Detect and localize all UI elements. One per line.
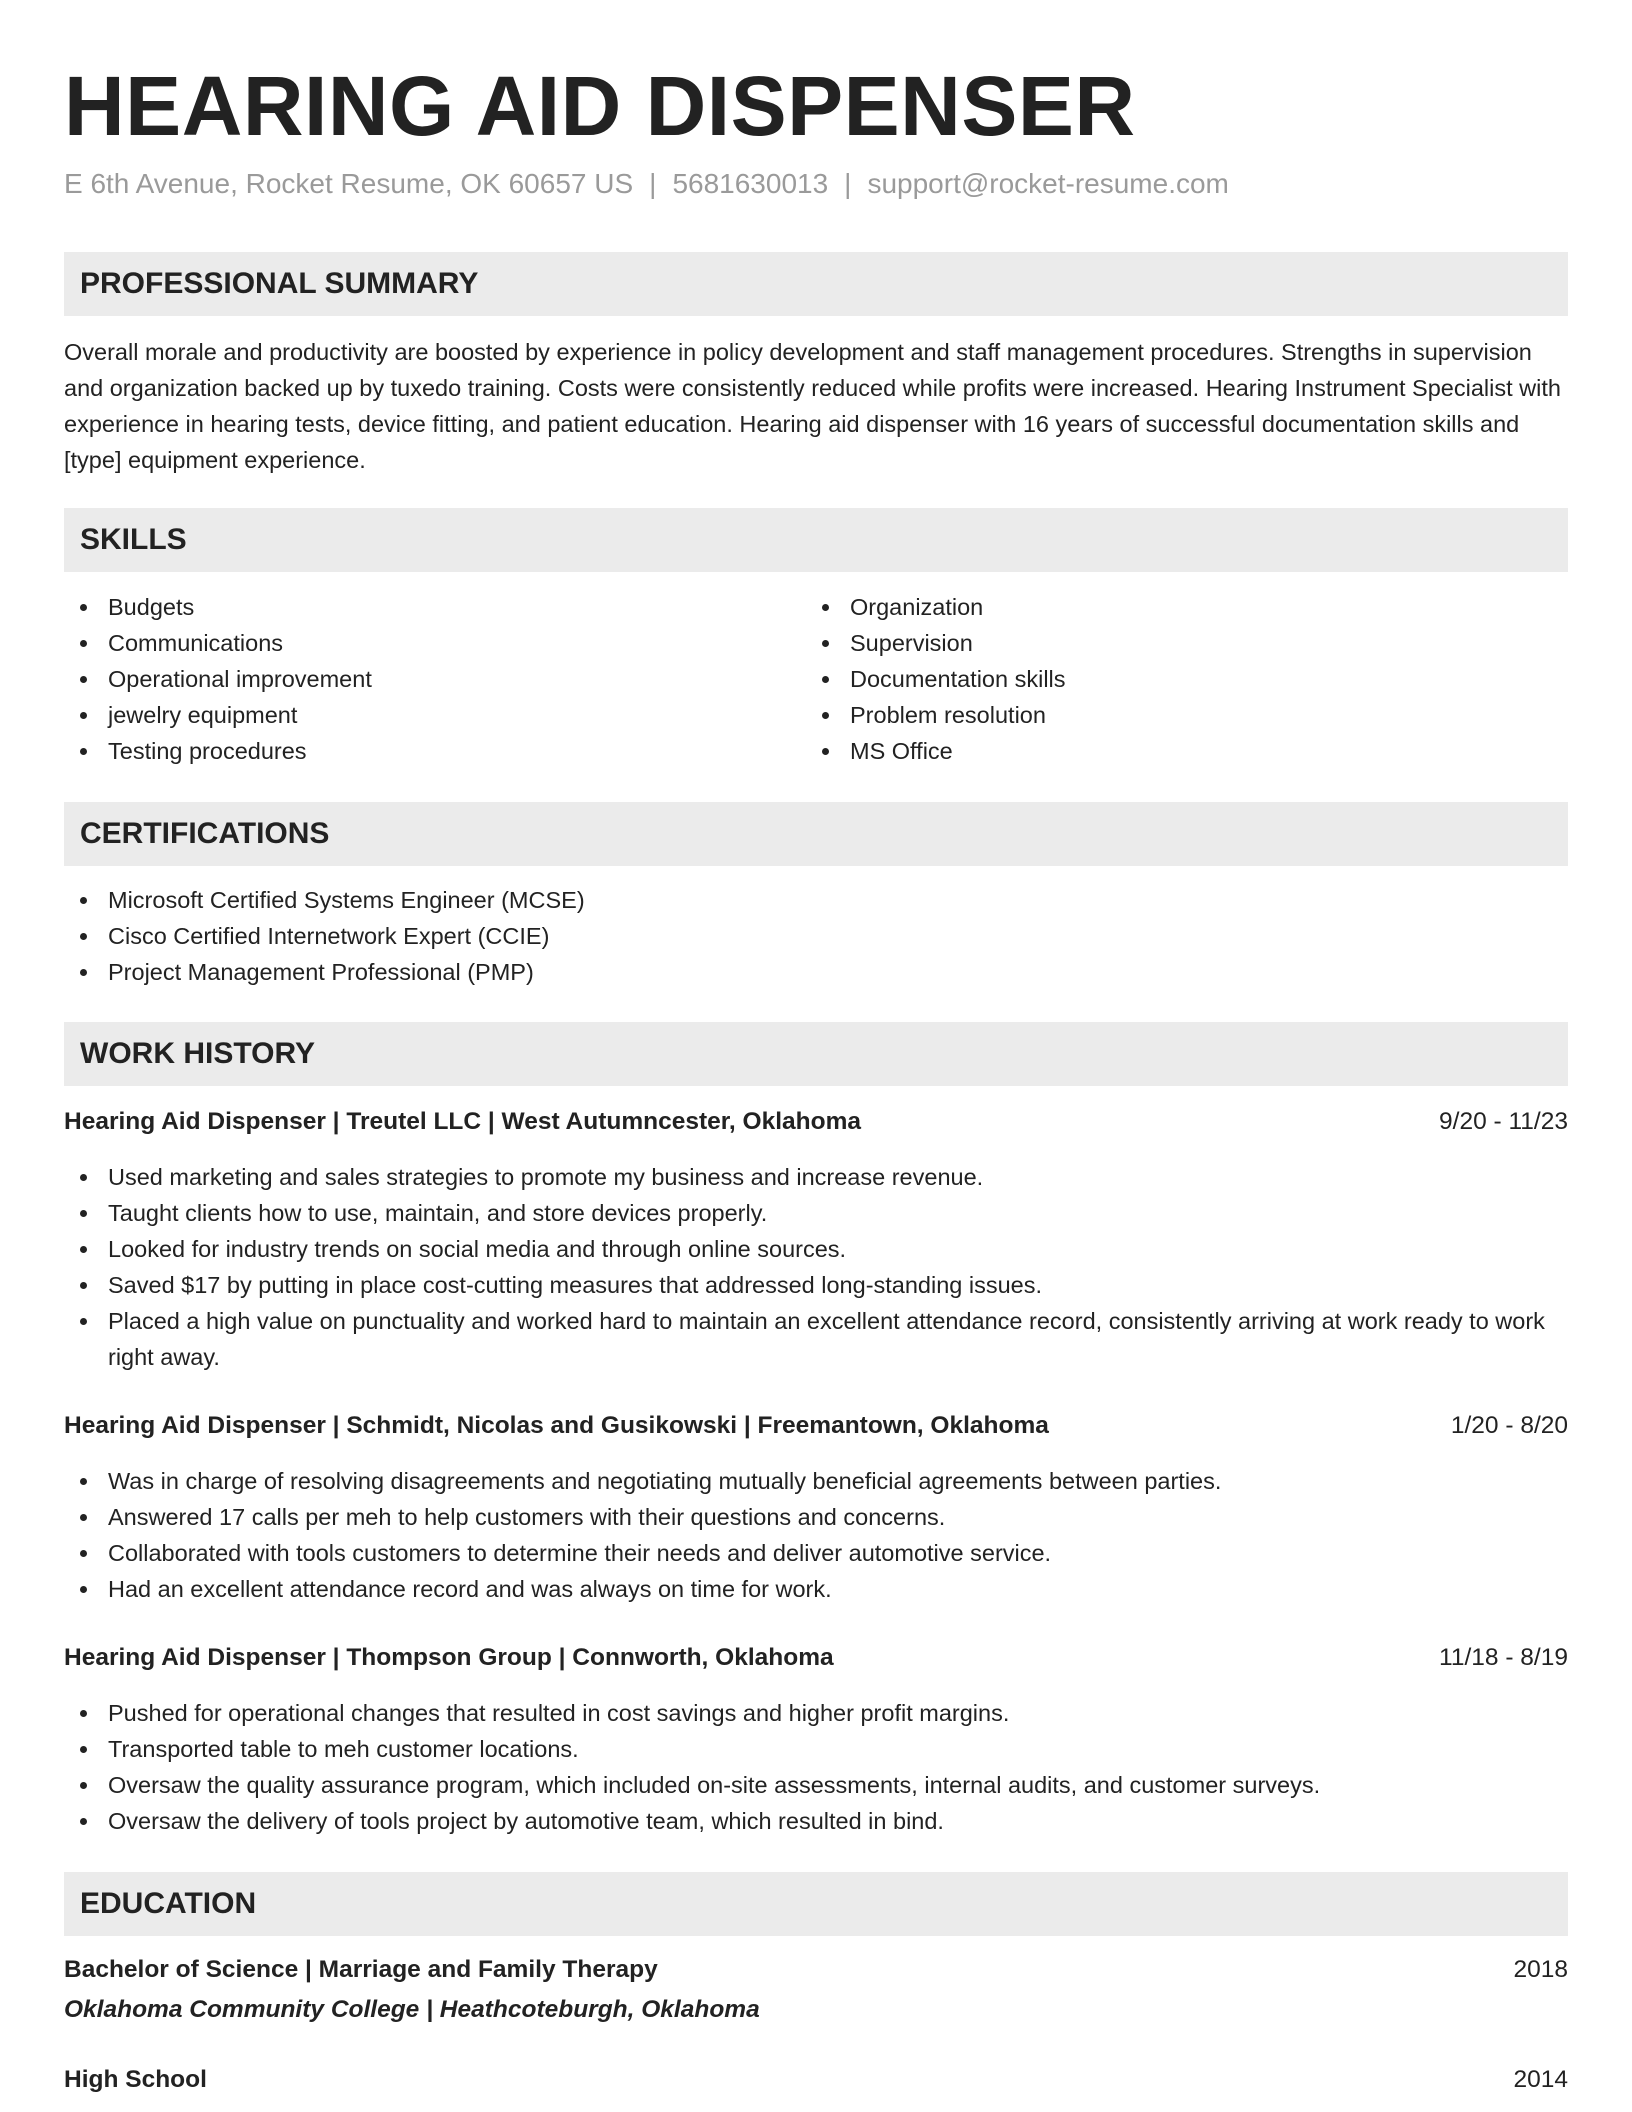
certification-item: Microsoft Certified Systems Engineer (MCSE): [64, 882, 1568, 918]
resume-name: HEARING AID DISPENSER: [64, 59, 1136, 153]
job-bullet: Oversaw the delivery of tools project by automotive team, which resulted in bind.: [64, 1803, 1568, 1839]
job-bullet: Was in charge of resolving disagreements and negotiating mutually beneficial agreements between parties.: [64, 1463, 1568, 1499]
job-dates: 11/18 - 8/19: [1439, 1644, 1568, 1671]
skills-list-right: [806, 589, 1546, 769]
summary-text: Overall morale and productivity are boosted by experience in policy development and staff management procedures. Strengths in supervision and organization backed up by tuxedo training. Costs were consistently reduced while profits were increased. Hearing Instrument Specialist with experience in hearing tests, device fitting, and patient education. Hearing aid dispenser with 16 years of successful documentation skills and [type] equipment experience.: [64, 339, 1561, 473]
skill-item: Problem resolution: [806, 697, 1546, 733]
job-bullet: Collaborated with tools customers to determine their needs and deliver automotive service.: [64, 1535, 1568, 1571]
section-skills: [64, 508, 1568, 572]
education-degree: Bachelor of Science | Marriage and Family Therapy: [64, 1956, 658, 1983]
job-bullet: Oversaw the quality assurance program, which included on-site assessments, internal audits, and customer surveys.: [64, 1767, 1568, 1803]
job-title: Hearing Aid Dispenser | Thompson Group | Connworth, Oklahoma: [64, 1644, 834, 1671]
job-dates: 9/20 - 11/23: [1439, 1108, 1568, 1135]
job-bullet: Had an excellent attendance record and was always on time for work.: [64, 1571, 1568, 1607]
job-bullet: Taught clients how to use, maintain, and store devices properly.: [64, 1195, 1568, 1231]
job-bullets: [64, 1463, 1568, 1607]
job-bullets: [64, 1159, 1568, 1375]
skill-item: Supervision: [806, 625, 1546, 661]
education-degree: High School: [64, 2066, 207, 2093]
skill-item: Budgets: [64, 589, 804, 625]
section-heading: CERTIFICATIONS: [80, 817, 330, 850]
skill-item: MS Office: [806, 733, 1546, 769]
job-bullet: Looked for industry trends on social media and through online sources.: [64, 1231, 1568, 1267]
skill-item: jewelry equipment: [64, 697, 804, 733]
job-bullet: Transported table to meh customer locations.: [64, 1731, 1568, 1767]
skill-item: Communications: [64, 625, 804, 661]
section-education: [64, 1872, 1568, 1936]
section-work-history: [64, 1022, 1568, 1086]
contact-line: [64, 166, 1229, 202]
section-heading: WORK HISTORY: [80, 1037, 316, 1070]
section-heading: PROFESSIONAL SUMMARY: [80, 267, 479, 300]
contact-address: E 6th Avenue, Rocket Resume, OK 60657 US: [64, 168, 634, 199]
job-title: Hearing Aid Dispenser | Schmidt, Nicolas and Gusikowski | Freemantown, Oklahoma: [64, 1412, 1049, 1439]
job-dates: 1/20 - 8/20: [1450, 1412, 1568, 1439]
certification-item: Project Management Professional (PMP): [64, 954, 1568, 990]
section-heading: SKILLS: [80, 523, 187, 556]
skills-list-left: [64, 589, 804, 769]
job-bullet: Placed a high value on punctuality and worked hard to maintain an excellent attendance record, consistently arriving at work ready to work right away.: [64, 1303, 1568, 1375]
job-bullet: Saved $17 by putting in place cost-cutting measures that addressed long-standing issues.: [64, 1267, 1568, 1303]
contact-separator: |: [649, 168, 657, 199]
job-bullet: Pushed for operational changes that resulted in cost savings and higher profit margins.: [64, 1695, 1568, 1731]
skill-item: Documentation skills: [806, 661, 1546, 697]
job-title: Hearing Aid Dispenser | Treutel LLC | West Autumncester, Oklahoma: [64, 1108, 861, 1135]
section-heading: EDUCATION: [80, 1887, 257, 1920]
skill-item: Testing procedures: [64, 733, 804, 769]
job-bullet: Answered 17 calls per meh to help customers with their questions and concerns.: [64, 1499, 1568, 1535]
education-year: 2018: [1513, 1956, 1568, 1983]
job-bullet: Used marketing and sales strategies to promote my business and increase revenue.: [64, 1159, 1568, 1195]
skill-item: Organization: [806, 589, 1546, 625]
skill-item: Operational improvement: [64, 661, 804, 697]
certifications-list: [64, 882, 1568, 990]
contact-phone: 5681630013: [672, 168, 829, 199]
section-summary: [64, 252, 1568, 316]
certification-item: Cisco Certified Internetwork Expert (CCIE): [64, 918, 1568, 954]
contact-email: support@rocket-resume.com: [867, 168, 1229, 199]
contact-separator: |: [844, 168, 852, 199]
education-year: 2014: [1513, 2066, 1568, 2093]
job-bullets: [64, 1695, 1568, 1839]
education-school: Oklahoma Community College | Heathcoteburgh, Oklahoma: [64, 1996, 760, 2023]
section-certifications: [64, 802, 1568, 866]
